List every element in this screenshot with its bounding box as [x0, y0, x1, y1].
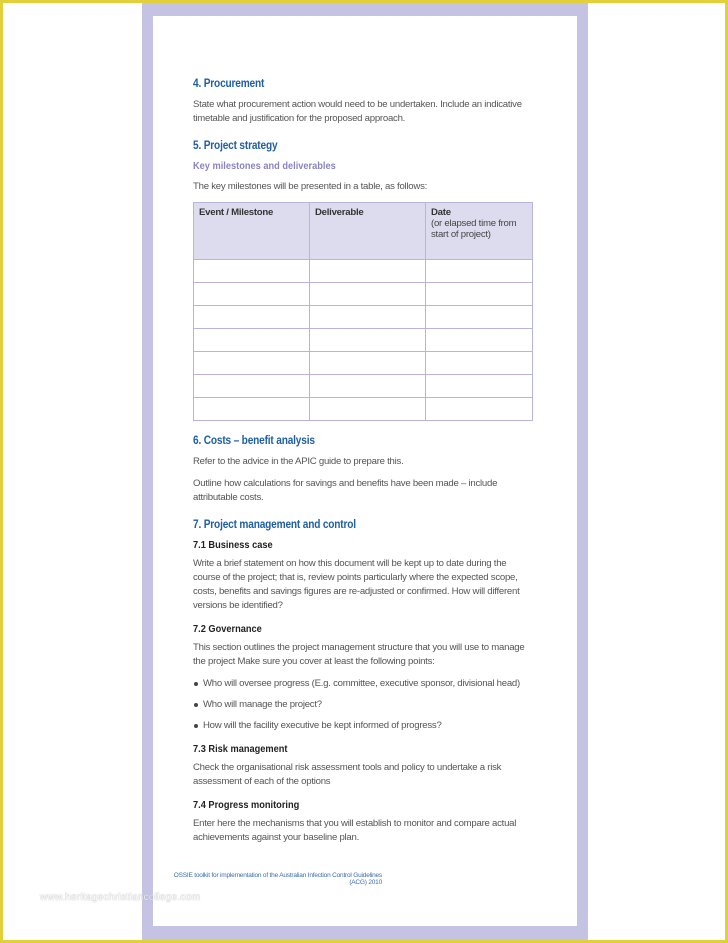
table-cell	[310, 306, 426, 329]
header-date-title: Date	[431, 207, 451, 218]
risk-heading: 7.3 Risk management	[193, 743, 288, 755]
governance-text: This section outlines the project management structure that you will use to manage the project Make sure you cover at least the following points:	[193, 642, 525, 667]
table-row	[194, 329, 533, 352]
risk-text: Check the organisational risk assessment tools and policy to undertake a risk assessment of each of the options	[193, 762, 502, 787]
header-date	[426, 203, 533, 260]
table-row	[194, 260, 533, 283]
governance-bullet	[193, 719, 533, 733]
table-cell	[426, 352, 533, 375]
bullet-text: How will the facility executive be kept informed of progress?	[203, 720, 442, 731]
table-cell	[426, 260, 533, 283]
procurement-heading: 4. Procurement	[193, 78, 265, 90]
progress-heading: 7.4 Progress monitoring	[193, 799, 300, 811]
document-page	[153, 16, 577, 926]
table-row	[194, 283, 533, 306]
bullet-dot-icon	[194, 724, 198, 728]
costs-text-1: Refer to the advice in the APIC guide to prepare this.	[193, 456, 404, 467]
business-case-heading: 7.1 Business case	[193, 539, 273, 551]
table-cell	[426, 398, 533, 421]
table-cell	[194, 375, 310, 398]
governance-bullet	[193, 677, 533, 691]
table-header-row	[194, 203, 533, 260]
governance-bullet	[193, 698, 533, 712]
table-cell	[310, 260, 426, 283]
business-case-text: Write a brief statement on how this document will be kept up to date during the course of the project; that is, review points particularly where the expected scope, costs, benefits and savings figures are re-adjusted or confirmed. How will different versions be identified?	[193, 558, 520, 611]
milestones-table-body	[194, 260, 533, 421]
table-cell	[426, 283, 533, 306]
header-date-note: (or elapsed time from start of project)	[431, 218, 517, 240]
table-cell	[194, 283, 310, 306]
bullet-text: Who will manage the project?	[203, 699, 322, 710]
table-row	[194, 375, 533, 398]
header-event	[194, 203, 310, 260]
costs-text-2: Outline how calculations for savings and benefits have been made – include attributable costs.	[193, 478, 498, 503]
table-cell	[194, 306, 310, 329]
bullet-dot-icon	[194, 703, 198, 707]
table-cell	[194, 260, 310, 283]
management-heading: 7. Project management and control	[193, 519, 356, 531]
header-deliverable-title: Deliverable	[315, 207, 364, 218]
governance-heading: 7.2 Governance	[193, 623, 262, 635]
table-row	[194, 398, 533, 421]
header-event-title: Event / Milestone	[199, 207, 274, 218]
table-cell	[310, 352, 426, 375]
table-cell	[194, 398, 310, 421]
table-cell	[194, 352, 310, 375]
strategy-heading: 5. Project strategy	[193, 140, 278, 152]
costs-heading: 6. Costs – benefit analysis	[193, 435, 315, 447]
bullet-text: Who will oversee progress (E.g. committee, executive sponsor, divisional head)	[203, 678, 520, 689]
table-row	[194, 306, 533, 329]
milestones-intro: The key milestones will be presented in a table, as follows:	[193, 181, 428, 192]
table-cell	[310, 398, 426, 421]
table-cell	[310, 375, 426, 398]
watermark: www.heritagechristiancollege.com	[40, 892, 201, 903]
page-content	[193, 78, 533, 853]
page-footer: OSSIE toolkit for implementation of the Australian Infection Control Guidelines (ACG) 2010	[173, 872, 382, 886]
table-row	[194, 352, 533, 375]
bullet-dot-icon	[194, 682, 198, 686]
header-deliverable	[310, 203, 426, 260]
procurement-text: State what procurement action would need to be undertaken. Include an indicative timetable and justification for the proposed approach.	[193, 99, 522, 124]
table-cell	[426, 329, 533, 352]
milestones-table	[193, 202, 533, 421]
milestones-subheading: Key milestones and deliverables	[193, 160, 336, 172]
table-cell	[310, 283, 426, 306]
table-cell	[426, 375, 533, 398]
table-cell	[426, 306, 533, 329]
table-cell	[310, 329, 426, 352]
table-cell	[194, 329, 310, 352]
progress-text: Enter here the mechanisms that you will establish to monitor and compare actual achievements against your baseline plan.	[193, 818, 517, 843]
